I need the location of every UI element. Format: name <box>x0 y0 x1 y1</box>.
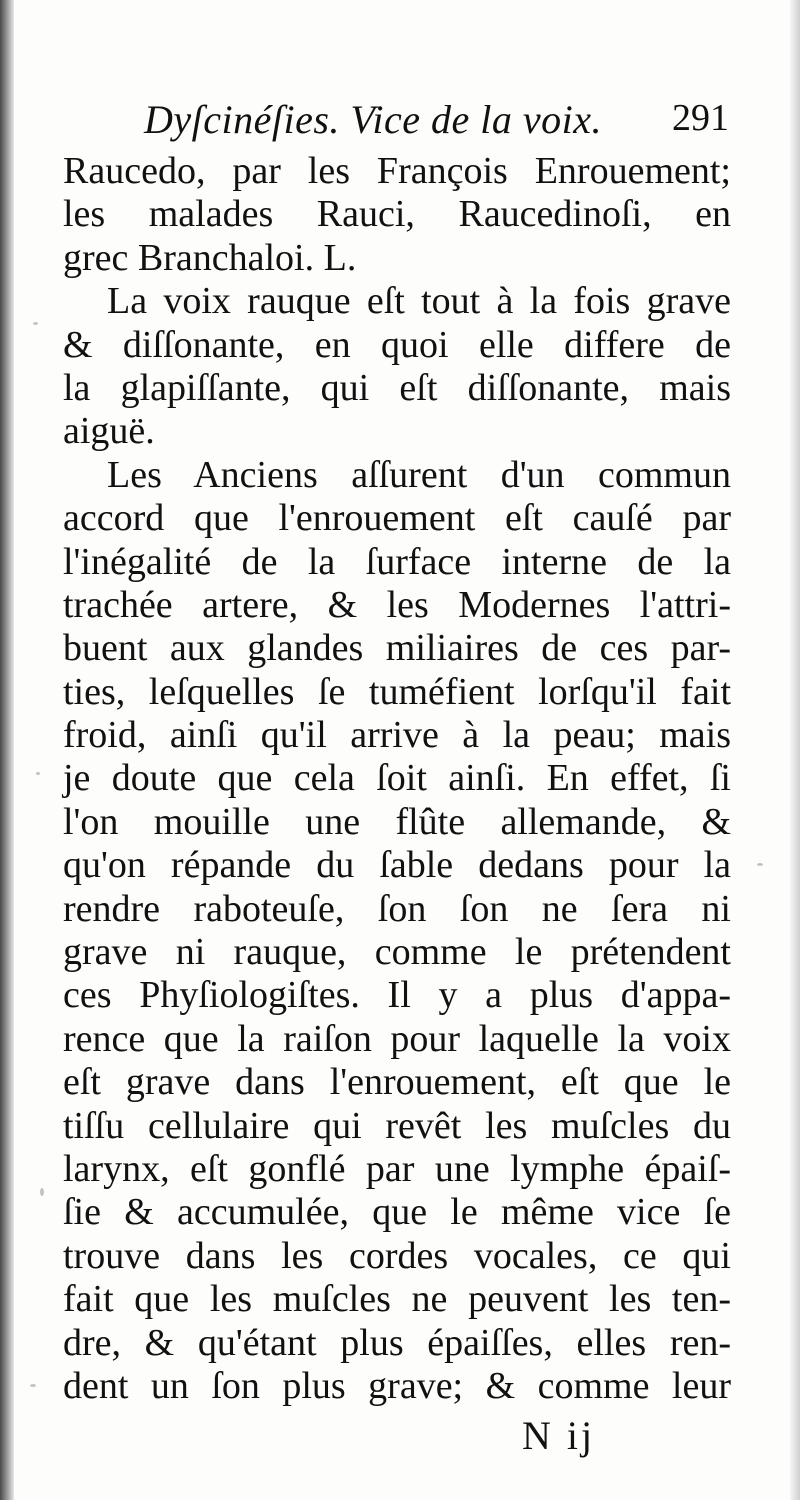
text-line: trachée artere, & les Modernes l'attri- <box>63 583 731 626</box>
text-line: l'inégalité de la ſurface interne de la <box>63 540 731 583</box>
scan-edge-left <box>0 0 14 1500</box>
text-line: ſie & accumulée, que le même vice ſe <box>63 1191 731 1234</box>
text-line: rence que la raiſon pour laquelle la voix <box>63 1017 731 1060</box>
text-line: larynx, eſt gonflé par une lymphe épaiſ- <box>63 1147 731 1190</box>
text-line: grec Branchaloi. L. <box>63 236 357 279</box>
text-line: froid, ainſi qu'il arrive à la peau; mais <box>63 714 731 757</box>
text-line: je doute que cela ſoit ainſi. En effet, ſi <box>63 757 731 800</box>
text-line: qu'on répande du ſable dedans pour la <box>63 844 731 887</box>
text-line: aiguë. <box>63 410 155 453</box>
body-text <box>63 150 731 1408</box>
text-line: Raucedo, par les François Enrouement; <box>63 150 731 192</box>
text-line: tiſſu cellulaire qui revêt les muſcles du <box>63 1104 731 1147</box>
signature-mark: N ij <box>522 1413 596 1458</box>
text-line: dre, & qu'étant plus épaiſſes, elles ren- <box>63 1321 731 1364</box>
page-number: 291 <box>672 97 729 139</box>
text-line: dent un ſon plus grave; & comme leur <box>63 1364 731 1407</box>
text-line: l'on mouille une flûte allemande, & <box>63 800 731 843</box>
text-line: accord que l'enrouement eſt cauſé par <box>63 497 731 540</box>
scan-speck <box>33 322 38 325</box>
text-line: fait que les muſcles ne peuvent les ten- <box>63 1278 731 1321</box>
scan-speck <box>757 863 763 866</box>
scan-speck <box>36 772 40 775</box>
text-line: trouve dans les cordes vocales, ce qui <box>63 1234 731 1277</box>
text-line: buent aux glandes miliaires de ces par- <box>63 627 731 670</box>
text-line: ces Phyſiologiſtes. Il y a plus d'appa- <box>63 974 731 1017</box>
text-line: La voix rauque eſt tout à la fois grave <box>107 280 731 323</box>
text-line: la glapiſſante, qui eſt diſſonante, mais <box>63 366 731 409</box>
scan-edge-right <box>790 0 800 1500</box>
text-line: les malades Rauci, Raucedinoſi, en <box>63 193 731 236</box>
page-header <box>144 96 729 146</box>
running-head: Dyſcinéſies. Vice de la voix. <box>144 97 602 142</box>
text-line: grave ni rauque, comme le prétendent <box>63 931 731 974</box>
text-line: rendre raboteuſe, ſon ſon ne ſera ni <box>63 887 731 930</box>
text-line: & diſſonante, en quoi elle differe de <box>63 323 731 366</box>
scan-speck <box>30 1384 36 1387</box>
text-line: Les Anciens aſſurent d'un commun <box>107 453 731 496</box>
text-line: eſt grave dans l'enrouement, eſt que le <box>63 1061 731 1104</box>
scan-speck <box>40 1188 44 1196</box>
text-line: ties, leſquelles ſe tuméfient lorſqu'il fait <box>63 670 731 713</box>
